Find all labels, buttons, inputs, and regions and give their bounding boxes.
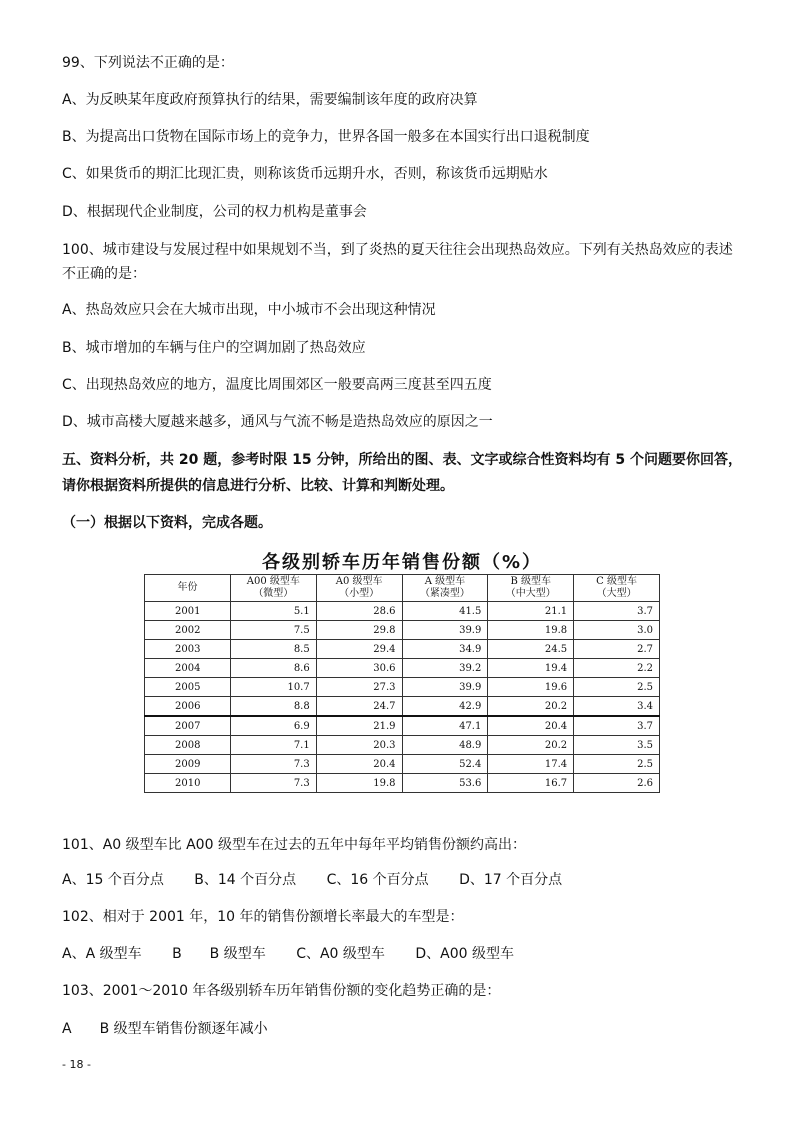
q101-option-c: C、16 个百分点 [326,872,429,888]
subsection-heading: （一）根据以下资料，完成各题。 [62,515,272,531]
cell-a00: 7.3 [230,774,316,793]
cell-a00: 7.3 [230,755,316,774]
header-a-sub: （紧凑型） [419,588,470,599]
q102-option-d: D、A00 级型车 [415,946,514,962]
table-row [145,755,660,774]
cell-a00: 8.6 [230,659,316,678]
q101-stem: 101、A0 级型车比 A00 级型车在过去的五年中每年平均销售份额约高出： [62,837,526,853]
q102-stem: 102、相对于 2001 年，10 年的销售份额增长率最大的车型是： [62,909,464,925]
cell-a: 34.9 [402,640,488,659]
q103-option-a: A B 级型车销售份额逐年减小 [62,1021,268,1037]
cell-a0: 19.8 [316,774,402,793]
q103-stem: 103、2001～2010 年各级别轿车历年销售份额的变化趋势正确的是： [62,983,501,999]
page-number: - 18 - [62,1058,91,1071]
header-b-sub: （中大型） [505,588,556,599]
header-a0 [316,575,402,602]
table-row [145,678,660,697]
cell-year: 2008 [145,736,231,755]
header-a0-sub: （小型） [339,588,380,599]
table-row [145,716,660,736]
cell-year: 2004 [145,659,231,678]
cell-a00: 10.7 [230,678,316,697]
cell-c: 2.5 [574,755,660,774]
header-a00-label: A00 级型车 [246,576,300,587]
q102-option-a: A、A 级型车 [62,946,142,962]
cell-year: 2009 [145,755,231,774]
table-header-row [145,575,660,602]
sales-share-table [144,574,660,793]
cell-a: 53.6 [402,774,488,793]
cell-a0: 20.4 [316,755,402,774]
header-year-label: 年份 [177,582,198,593]
cell-b: 17.4 [488,755,574,774]
cell-year: 2010 [145,774,231,793]
cell-b: 19.4 [488,659,574,678]
q102-options [62,945,540,963]
cell-a0: 24.7 [316,697,402,717]
header-a [402,575,488,602]
cell-a00: 5.1 [230,602,316,621]
cell-c: 3.7 [574,602,660,621]
q102-option-b: B B 级型车 [172,946,266,962]
cell-a: 39.2 [402,659,488,678]
cell-a0: 29.8 [316,621,402,640]
q99-stem: 99、下列说法不正确的是： [62,55,234,71]
cell-a00: 8.8 [230,697,316,717]
q99-option-c: C、如果货币的期汇比现汇贵，则称该货币远期升水，否则，称该货币远期贴水 [62,166,548,182]
section-heading-line2: 请你根据资料所提供的信息进行分析、比较、计算和判断处理。 [62,478,454,494]
table-title: 各级别轿车历年销售份额（%） [261,552,543,573]
cell-a0: 30.6 [316,659,402,678]
header-year [145,575,231,602]
cell-a0: 27.3 [316,678,402,697]
table-row [145,736,660,755]
cell-b: 19.6 [488,678,574,697]
cell-c: 2.2 [574,659,660,678]
q101-option-d: D、17 个百分点 [459,872,563,888]
cell-a00: 6.9 [230,716,316,736]
q101-option-a: A、15 个百分点 [62,872,164,888]
q101-option-b: B、14 个百分点 [194,872,297,888]
table-row [145,602,660,621]
q100-option-c: C、出现热岛效应的地方，温度比周围郊区一般要高两三度甚至四五度 [62,377,492,393]
cell-a: 47.1 [402,716,488,736]
q102-option-c: C、A0 级型车 [296,946,385,962]
header-c-sub: （大型） [596,588,637,599]
header-c [574,575,660,602]
cell-b: 19.8 [488,621,574,640]
cell-b: 21.1 [488,602,574,621]
cell-a00: 7.1 [230,736,316,755]
cell-year: 2003 [145,640,231,659]
cell-c: 2.7 [574,640,660,659]
cell-year: 2002 [145,621,231,640]
header-a00-sub: （微型） [253,588,294,599]
header-a-label: A 级型车 [424,576,466,587]
q99-option-d: D、根据现代企业制度，公司的权力机构是董事会 [62,204,367,220]
q100-stem-line2: 不正确的是： [62,266,146,282]
cell-a: 41.5 [402,602,488,621]
cell-year: 2001 [145,602,231,621]
cell-b: 20.2 [488,736,574,755]
cell-a: 48.9 [402,736,488,755]
cell-a0: 28.6 [316,602,402,621]
cell-a00: 8.5 [230,640,316,659]
q99-option-b: B、为提高出口货物在国际市场上的竞争力，世界各国一般多在本国实行出口退税制度 [62,129,590,145]
q100-option-b: B、城市增加的车辆与住户的空调加剧了热岛效应 [62,340,366,356]
cell-year: 2005 [145,678,231,697]
header-a00 [230,575,316,602]
cell-c: 2.5 [574,678,660,697]
cell-b: 24.5 [488,640,574,659]
cell-b: 16.7 [488,774,574,793]
cell-a0: 21.9 [316,716,402,736]
cell-c: 2.6 [574,774,660,793]
cell-a: 39.9 [402,621,488,640]
header-c-label: C 级型车 [596,576,637,587]
q100-stem-line1: 100、城市建设与发展过程中如果规划不当，到了炎热的夏天往往会出现热岛效应。下列有关热岛效应的表述 [62,242,733,258]
cell-a: 42.9 [402,697,488,717]
table-row [145,697,660,717]
cell-year: 2006 [145,697,231,717]
section-heading-line1: 五、资料分析，共 20 题，参考时限 15 分钟，所给出的图、表、文字或综合性资料均有 5 个问题要你回答， [62,452,742,468]
table-row [145,640,660,659]
cell-c: 3.5 [574,736,660,755]
table-row [145,774,660,793]
table-row [145,659,660,678]
cell-c: 3.0 [574,621,660,640]
q100-option-d: D、城市高楼大厦越来越多，通风与气流不畅是造热岛效应的原因之一 [62,414,493,430]
cell-b: 20.4 [488,716,574,736]
cell-a00: 7.5 [230,621,316,640]
q101-options [62,871,588,889]
q100-option-a: A、热岛效应只会在大城市出现，中小城市不会出现这种情况 [62,302,436,318]
header-a0-label: A0 级型车 [335,576,383,587]
header-b [488,575,574,602]
cell-a0: 29.4 [316,640,402,659]
cell-c: 3.4 [574,697,660,717]
q99-option-a: A、为反映某年度政府预算执行的结果，需要编制该年度的政府决算 [62,92,478,108]
cell-b: 20.2 [488,697,574,717]
cell-a: 39.9 [402,678,488,697]
cell-year: 2007 [145,716,231,736]
cell-a0: 20.3 [316,736,402,755]
header-b-label: B 级型车 [510,576,552,587]
table-row [145,621,660,640]
cell-a: 52.4 [402,755,488,774]
cell-c: 3.7 [574,716,660,736]
